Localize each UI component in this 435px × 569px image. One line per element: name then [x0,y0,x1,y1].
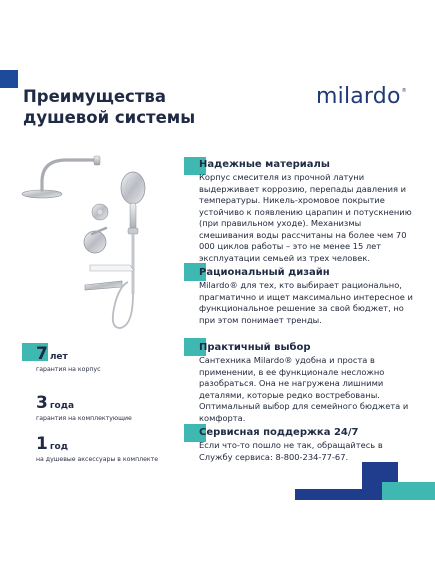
feature-text: Milardo® для тех, кто выбирает рационально, прагматично и ищет максимально интересное и функциональное решение за свой бюджет, но при этом понимает тренды. [199,280,413,325]
brand-logo-text: milardo [316,84,401,109]
feature-heading: Практичный выбор [199,342,311,353]
feature-heading: Сервисная поддержка 24/7 [199,427,359,438]
feature-text: Сантехника Milardo® удобна и проста в применении, в ее функционале несложно разобраться. Она не нагружена лишними деталями, которые редко востребованы. Оптимальный выбор для семейного бюджета и комфорта. [199,355,409,423]
feature-practical [199,341,414,424]
soap-shelf-icon [90,265,134,271]
brand-logo-trademark: ® [401,88,407,94]
warranty-caption: гарантия на комплектующие [36,415,132,422]
feature-support [199,426,414,463]
hose-icon [113,282,133,328]
decor-bar-navy [295,489,382,500]
warranty-unit: лет [49,352,68,362]
warranty-number: 3 [36,393,48,413]
warranty-item [36,394,132,423]
warranty-unit: года [49,401,75,411]
feature-design [199,266,414,326]
warranty-caption: гарантия на корпус [36,366,101,373]
hand-shower-icon [121,172,145,294]
feature-text: Корпус смесителя из прочной латуни выдерживает коррозию, перепады давления и температуры. Никель-хромовое покрытие устойчиво к появлению царапин и потускнению (при правильном уходе). Механизмы смешивания воды рассчитаны на более чем 70 000 циклов работы – это не менее 15 лет эксплуатации семьей из трех человек. [199,172,412,263]
mixer-icon [84,204,108,253]
warranty-caption: на душевые аксессуары в комплекте [36,456,159,463]
shower-system-illustration [20,150,195,330]
feature-text: Если что-то пошло не так, обращайтесь в Службу сервиса: 8-800-234-77-67. [199,440,383,462]
decor-bar-teal [382,482,435,500]
page-title-line2: душевой системы [23,108,196,127]
warranty-number: 1 [36,434,48,454]
page-title-line1: Преимущества [23,87,166,106]
warranty-number: 7 [36,344,48,364]
feature-heading: Надежные материалы [199,159,330,170]
spout-icon [85,281,122,290]
page-title [23,86,213,128]
warranty-item [36,345,101,374]
corner-accent-square [0,70,18,88]
brand-logo [316,84,407,109]
warranty-unit: год [49,442,68,452]
shower-head-icon [22,156,100,198]
feature-heading: Рациональный дизайн [199,267,330,278]
warranty-item [36,435,158,464]
feature-materials [199,158,414,264]
